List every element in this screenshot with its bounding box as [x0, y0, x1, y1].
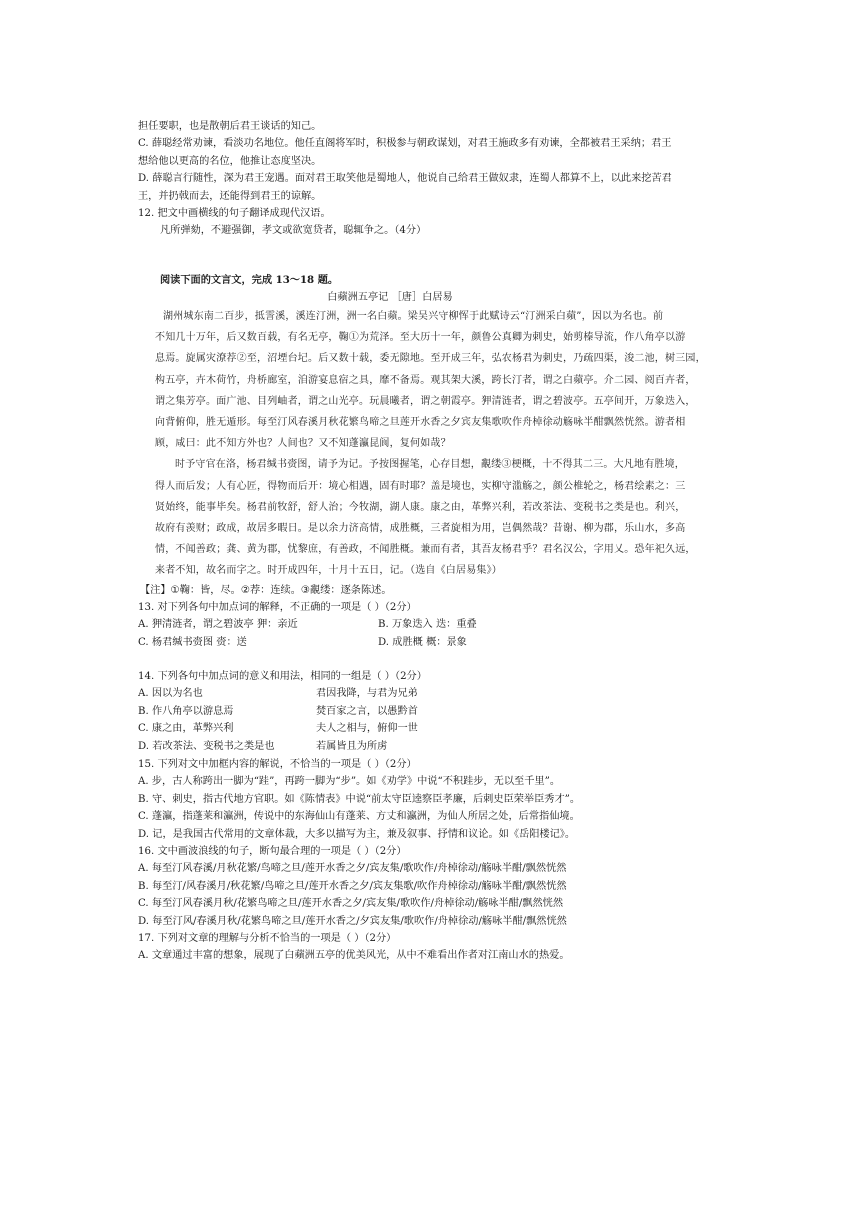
option-sentence-2: 君因我降，与君为兄弟 — [316, 688, 418, 700]
option-d-text: D. 薛聪言行随性，深为君王宠遇。面对君王取笑他是蜀地人，他说自己给君王做奴隶，连蜀人都算不上，以此来挖苦君 — [138, 173, 672, 185]
passage-line: 来者不知，故名而字之。时开成四年，十月十五日，记。（选自《白居易集》） — [155, 565, 502, 577]
question-15-stem: 15. 下列对文中加框内容的解说，不恰当的一项是（ ）（2分） — [138, 759, 417, 770]
option-a[interactable]: A. 步，古人称跨出一脚为“跬”，再跨一脚为“步”。如《劝学》中说“不积跬步，无以至千里”。 — [138, 776, 561, 788]
question-13-row-2 — [138, 634, 738, 651]
question-16 — [138, 843, 738, 930]
passage-line: 贤始终，能事毕矣。杨君前牧舒，舒人治；今牧湖，湖人康。康之由，革弊兴利，若改茶法、变税书之类是也。利兴， — [155, 501, 686, 513]
option-sentence-1: A. 因以为名也 — [138, 688, 203, 700]
passage-line: 构五亭，卉木荷竹，舟桥廊室，洎游宴息宿之具，靡不备焉。观其架大溪，跨长汀者，谓之白蘋亭。介二园、阅百卉者， — [155, 374, 696, 386]
question-13-row-1 — [138, 616, 738, 633]
passage-line: 时予守官在洛，杨君缄书赍图，请予为记。予按图握笔，心存目想，覶缕③梗概，十不得其二三。大凡地有胜境， — [175, 459, 685, 471]
option-a[interactable]: A. 文章通过丰富的想象，展现了白蘋洲五亭的优美风光，从中不难看出作者对江南山水的热爱。 — [138, 950, 570, 962]
option-b[interactable]: B. 万象迭入 迭：重叠 — [378, 619, 477, 631]
option-c-text: C. 薛聪经常劝谏，看淡功名地位。他任直阁将军时，积极参与朝政谋划，对君王施政多有劝谏，全都被君王采纳；君王 — [138, 138, 672, 150]
question-12-sentence: 凡所弹劾，不避强御，孝文或欲宽贷者，聪辄争之。（4分） — [160, 225, 427, 237]
question-14-option-d[interactable] — [138, 738, 738, 755]
passage-line: 息焉。旋属灾潦荐②至，沼堙台圮。后又数十载，委无隙地。至开成三年，弘农杨君为刺史，乃疏四渠，浚二池，树三园， — [155, 353, 706, 365]
passage-line: 顾，咸曰：此不知方外也？人间也？又不知蓬瀛昆阆，复何如哉？ — [155, 438, 451, 450]
question-14-option-c[interactable] — [138, 720, 738, 737]
passage-line: 故府有羡财；政成，故居多暇日。是以余力济高情，成胜概，三者旋相为用，岂偶然哉？昔谢、柳为郡，乐山水，多高 — [155, 523, 686, 535]
option-sentence-1: C. 康之由，革弊兴利 — [138, 723, 234, 735]
option-b[interactable]: B. 每至汀/风春溪月/秋花繁/鸟啼之旦/莲开水香之夕/宾友集歌/吹作舟棹徐动/觞咏半酣/飘然恍然 — [138, 880, 567, 892]
option-sentence-2: 焚百家之言，以愚黔首 — [316, 705, 418, 717]
passage-line: 湖州城东南二百步，抵霅溪，溪连汀洲，洲一名白蘋。梁吴兴守柳恽于此赋诗云“汀洲采白蘋”，因以为名也。前 — [163, 311, 664, 322]
option-sentence-2: 若属皆且为所虏 — [316, 740, 388, 752]
passage-title: 白蘋洲五亭记 ［唐］白居易 — [327, 292, 453, 303]
option-a[interactable]: A. 狎清涟者，谓之碧波亭 狎：亲近 — [138, 619, 298, 631]
question-14 — [138, 668, 738, 755]
passage-body — [155, 306, 745, 582]
option-d[interactable]: D. 记，是我国古代常用的文章体裁，大多以描写为主，兼及叙事、抒情和议论。如《岳阳楼记》。 — [138, 828, 576, 840]
section-heading: 阅读下面的文言文，完成 13～18 题。 — [160, 274, 339, 286]
option-d[interactable]: D. 每至汀风/春溪月秋/花繁鸟啼之旦/莲开水香之/夕宾友集/歌吹作/舟棹徐动/觞咏半酣/飘然恍然 — [138, 915, 567, 927]
option-c[interactable]: C. 每至汀风春溪月秋/花繁鸟啼之旦/莲开水香之夕/宾友集/歌吹作/舟棹徐动/觞咏半酣/飘然恍然 — [138, 898, 564, 910]
option-a[interactable]: A. 每至汀风春溪/月秋花繁/鸟啼之旦/莲开水香之夕/宾友集/歌吹作/舟棹徐动/觞咏半酣/飘然恍然 — [138, 863, 567, 875]
question-16-stem: 16. 文中画波浪线的句子，断句最合理的一项是（ ）（2分） — [138, 846, 407, 857]
option-sentence-1: B. 作八角亭以游息焉 — [138, 705, 234, 717]
passage-line: 谓之集芳亭。面广池、目列岫者，谓之山光亭。玩晨曦者，谓之朝霞亭。狎清涟者，谓之碧波亭。五亭间开，万象迭入， — [155, 395, 696, 407]
option-sentence-2: 夫人之相与，俯仰一世 — [316, 723, 418, 735]
option-text: 王，并扔戟而去，还能得到君王的谅解。 — [138, 190, 322, 202]
option-sentence-1: D. 若改茶法、变税书之类是也 — [138, 740, 275, 752]
question-12-stem: 12. 把文中画横线的句子翻译成现代汉语。 — [138, 208, 331, 220]
passage-line: 向背俯仰，胜无遁形。每至汀风春溪月秋花繁鸟啼之旦莲开水香之夕宾友集歌吹作舟棹徐动觞咏半酣飘然恍然。游者相 — [155, 417, 686, 429]
option-c[interactable]: C. 蓬瀛，指蓬莱和瀛洲，传说中的东海仙山有蓬莱、方丈和瀛洲，为仙人所居之处，后常指仙境。 — [138, 811, 580, 823]
option-text: 想给他以更高的名位，他推让态度坚决。 — [138, 155, 322, 167]
question-14-option-a[interactable] — [138, 685, 738, 702]
question-17 — [138, 930, 738, 965]
option-c[interactable]: C. 杨君缄书赍图 赍：送 — [138, 636, 247, 648]
question-14-option-b[interactable] — [138, 703, 738, 720]
passage-line: 得人而后发；人有心匠，得物而后开：境心相遇，固有时耶？盖是境也，实柳守滥觞之，颜公椎轮之，杨君绘素之：三 — [155, 480, 686, 492]
annotation-note: 【注】①鞠：皆，尽。②荐：连续。③覶缕：逐条陈述。 — [140, 585, 392, 596]
passage-line: 情，不闻善政；龚、黄为郡，忧黎庶，有善政，不闻胜概。兼而有者，其吾友杨君乎？君名汉公，字用乂。恐年祀久远， — [155, 544, 696, 556]
question-17-stem: 17. 下列对文章的理解与分析不恰当的一项是（ ）（2分） — [138, 933, 397, 944]
option-b[interactable]: B. 守、刺史，指古代地方官职。如《陈情表》中说“前太守臣逵察臣孝廉，后刺史臣荣举臣秀才”。 — [138, 793, 581, 805]
question-11-12-block — [138, 118, 738, 240]
question-13 — [138, 599, 738, 651]
option-text: 担任要职，也是散朝后君王谈话的知己。 — [138, 121, 322, 132]
question-13-stem: 13. 对下列各句中加点词的解释，不正确的一项是（ ）（2分） — [138, 602, 417, 613]
question-14-stem: 14. 下列各句中加点词的意义和用法，相同的一组是（ ）（2分） — [138, 671, 427, 682]
question-15 — [138, 756, 738, 843]
option-d[interactable]: D. 成胜概 概：景象 — [378, 636, 467, 648]
passage-line: 不知几十万年，后又数百载，有名无亭，鞠①为荒泽。至大历十一年，颜鲁公真卿为刺史，始剪榛导流，作八角亭以游 — [155, 332, 686, 344]
